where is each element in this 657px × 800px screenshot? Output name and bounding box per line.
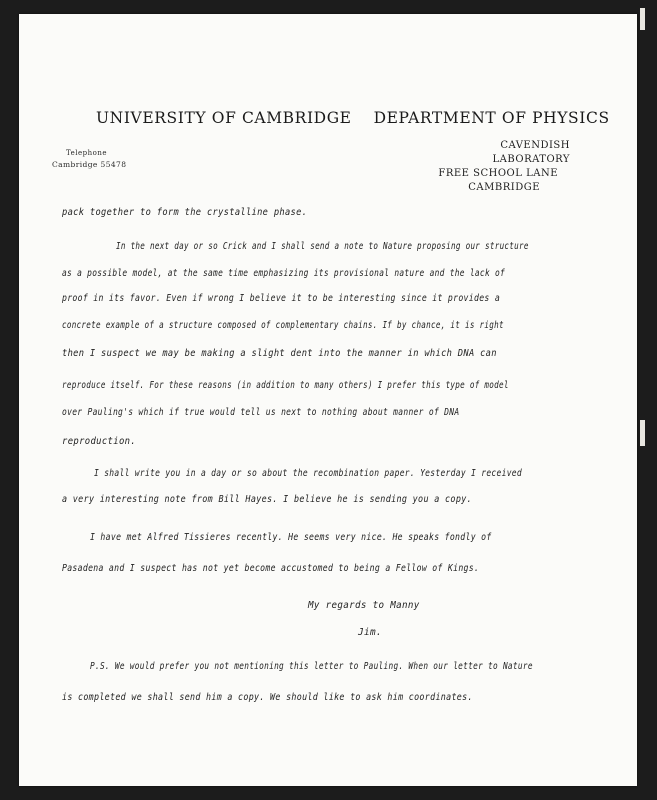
letter-line: Pasadena and I suspect has not yet become accustomed to being a Fellow of Kings. bbox=[62, 563, 480, 574]
letter-line: pack together to form the crystalline phase. bbox=[62, 207, 308, 218]
letter-line: reproduction. bbox=[62, 436, 137, 447]
letter-line: as a possible model, at the same time emphasizing its provisional nature and the lack of bbox=[62, 268, 506, 279]
letter-line: a very interesting note from Bill Hayes. I believe he is sending you a copy. bbox=[62, 494, 473, 505]
letter-line: I have met Alfred Tissieres recently. He seems very nice. He speaks fondly of bbox=[90, 532, 492, 543]
department-name: DEPARTMENT OF PHYSICS bbox=[373, 109, 610, 127]
closing-regards: My regards to Manny bbox=[308, 600, 420, 611]
ruler-mark bbox=[640, 420, 645, 446]
letterhead-title bbox=[96, 109, 610, 127]
letter-line: then I suspect we may be making a slight dent into the manner in which DNA can bbox=[62, 348, 497, 359]
ruler-mark bbox=[640, 8, 645, 30]
address-line: CAMBRIDGE bbox=[468, 182, 540, 193]
letter-line: I shall write you in a day or so about the recombination paper. Yesterday I received bbox=[94, 468, 522, 479]
letter-line: over Pauling's which if true would tell us next to nothing about manner of DNA bbox=[62, 407, 460, 418]
telephone-block bbox=[52, 147, 126, 171]
address-line: CAVENDISH LABORATORY bbox=[492, 140, 570, 165]
signature: Jim. bbox=[358, 627, 382, 638]
letter-line: reproduce itself. For these reasons (in addition to many others) I prefer this type of model bbox=[62, 380, 509, 391]
address-block bbox=[420, 139, 570, 195]
letter-line: proof in its favor. Even if wrong I believe it to be interesting since it provides a bbox=[62, 293, 501, 304]
postscript-line: P.S. We would prefer you not mentioning this letter to Pauling. When our letter to Nature bbox=[90, 661, 533, 672]
letter-line: concrete example of a structure composed of complementary chains. If by chance, it is right bbox=[62, 320, 504, 331]
address-line: FREE SCHOOL LANE bbox=[438, 168, 558, 179]
letter-line: In the next day or so Crick and I shall send a note to Nature proposing our structure bbox=[116, 241, 529, 252]
university-name: UNIVERSITY OF CAMBRIDGE bbox=[96, 109, 352, 127]
telephone-number: Cambridge 55478 bbox=[52, 160, 127, 169]
postscript-line: is completed we shall send him a copy. We should like to ask him coordinates. bbox=[62, 692, 473, 703]
telephone-label: Telephone bbox=[66, 149, 108, 157]
